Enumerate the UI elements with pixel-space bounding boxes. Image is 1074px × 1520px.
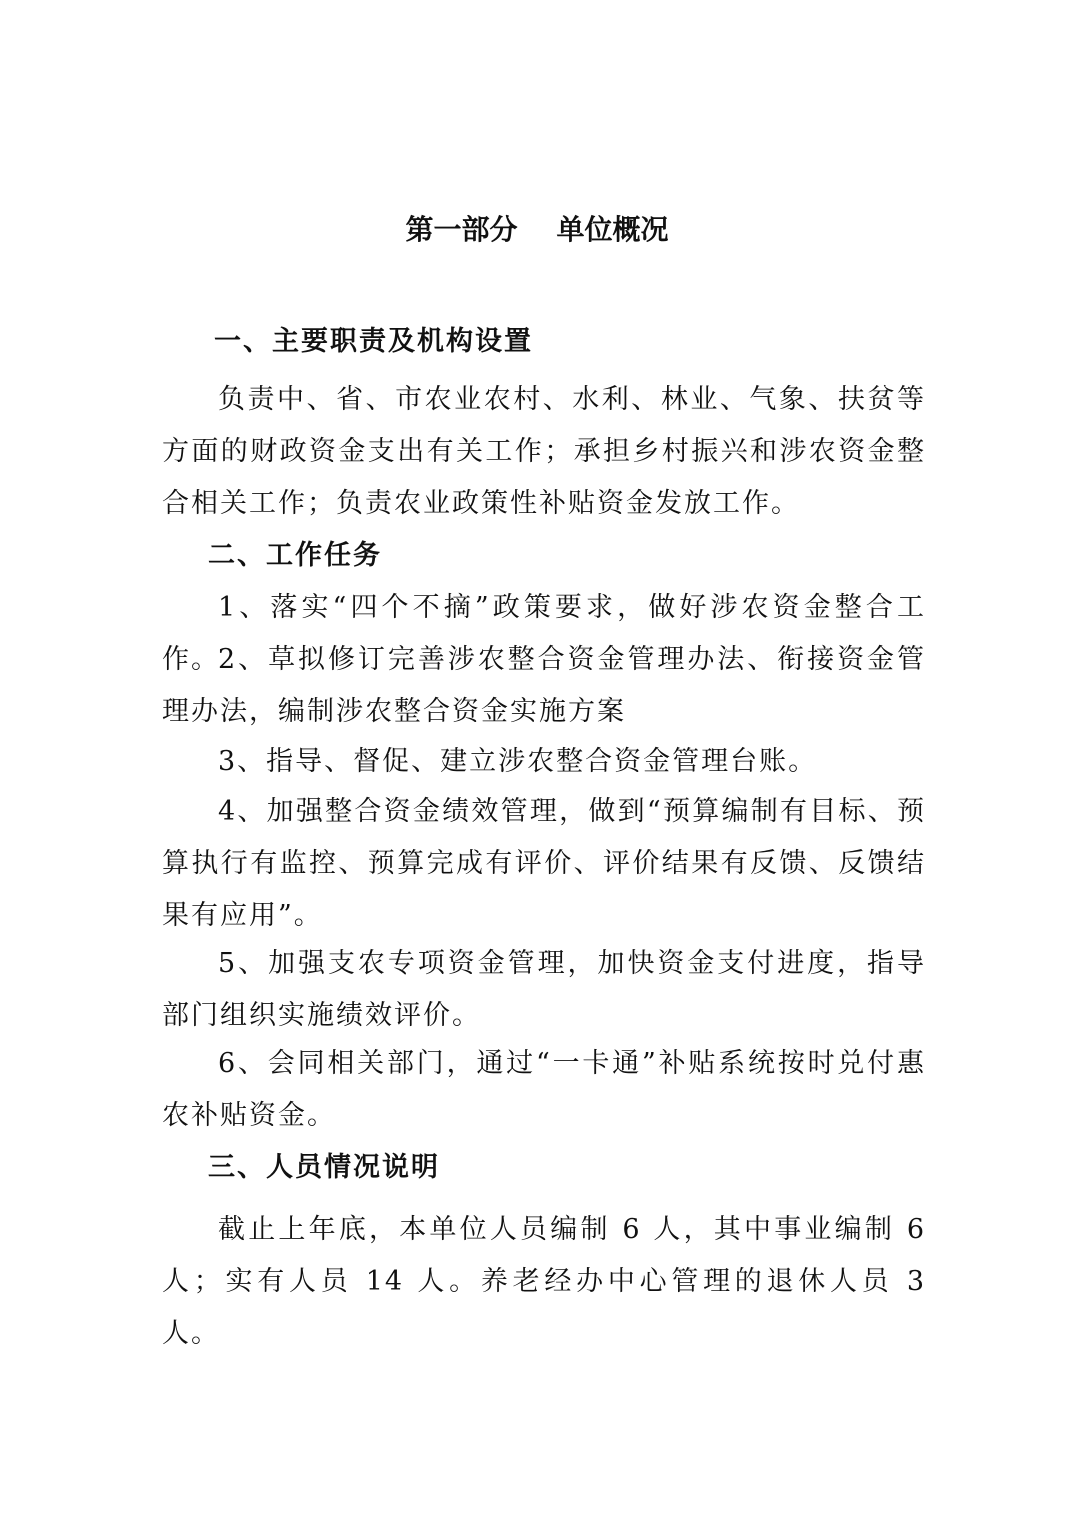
section-heading-staff: 三、人员情况说明 bbox=[208, 1152, 440, 1183]
section-heading-duties: 一、主要职责及机构设置 bbox=[214, 326, 533, 357]
paragraph-staff: 截止上年底，本单位人员编制 6 人，其中事业编制 6 人；实有人员 14 人。养老经办中心管理的退休人员 3 人。 bbox=[162, 1214, 926, 1349]
page-title: 第一部分 单位概况 bbox=[405, 213, 669, 246]
paragraph-duties: 负责中、省、市农业农村、水利、林业、气象、扶贫等方面的财政资金支出有关工作；承担乡村振兴和涉农资金整合相关工作；负责农业政策性补贴资金发放工作。 bbox=[162, 384, 926, 519]
section-heading-tasks: 二、工作任务 bbox=[208, 540, 382, 571]
paragraph-task-6: 6、会同相关部门，通过“一卡通”补贴系统按时兑付惠农补贴资金。 bbox=[162, 1048, 926, 1131]
paragraph-task-3: 3、指导、督促、建立涉农整合资金管理台账。 bbox=[218, 746, 818, 777]
paragraph-task-2: 2、草拟修订完善涉农整合资金管理办法、衔接资金管理办法，编制涉农整合资金实施方案 bbox=[162, 644, 926, 727]
paragraph-task-4: 4、加强整合资金绩效管理，做到“预算编制有目标、预算执行有监控、预算完成有评价、评价结果有反馈、反馈结果有应用”。 bbox=[162, 796, 926, 931]
paragraph-task-5: 5、加强支农专项资金管理，加快资金支付进度，指导部门组织实施绩效评价。 bbox=[162, 948, 926, 1031]
paragraph-task-1: 1、落实“四个不摘”政策要求，做好涉农资金整合工作。 bbox=[162, 592, 926, 675]
